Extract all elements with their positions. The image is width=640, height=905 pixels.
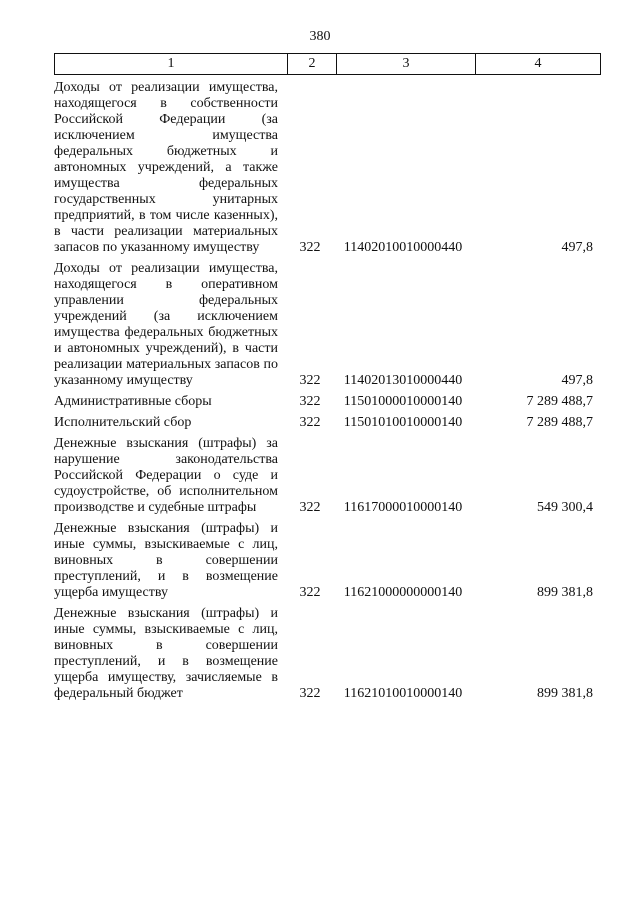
header-col-2: 2 xyxy=(288,54,337,75)
header-col-4: 4 xyxy=(476,54,601,75)
row-name: Административные сборы xyxy=(54,394,212,409)
row-name: Исполнительский сбор xyxy=(54,415,192,430)
row-name: Доходы от реализации имущества, находящегося в оперативном управлении федеральных учреждений (за исключением имущества федеральных бюджетных и автономных учреждений), в части реализации материальных запасов по указанному имуществу xyxy=(54,261,278,388)
header-row xyxy=(55,54,601,75)
row-admin-code: 322 xyxy=(299,500,321,515)
table-row xyxy=(54,415,596,431)
row-amount: 497,8 xyxy=(561,373,593,388)
table-header xyxy=(54,53,601,75)
page-number: 380 xyxy=(309,29,331,44)
table-row xyxy=(54,436,596,516)
row-name: Доходы от реализации имущества, находящегося в собственности Российской Федерации (за исключением имущества федеральных бюджетных и автономных учреждений, а также имущества федеральных государственных унитарных предприятий, в том числе казенных), в части реализации материальных запасов по указанному имуществу xyxy=(54,80,278,255)
row-budget-code: 11501000010000140 xyxy=(343,394,463,409)
row-admin-code: 322 xyxy=(299,415,321,430)
row-amount: 497,8 xyxy=(561,240,593,255)
table-row xyxy=(54,80,596,256)
row-amount: 899 381,8 xyxy=(537,585,593,600)
row-amount: 7 289 488,7 xyxy=(526,415,593,430)
row-name: Денежные взыскания (штрафы) и иные суммы, взыскиваемые с лиц, виновных в совершении преступлений, и в возмещение ущерба имуществу, зачисляемые в федеральный бюджет xyxy=(54,606,278,701)
row-budget-code: 11617000010000140 xyxy=(343,500,463,515)
row-amount: 899 381,8 xyxy=(537,686,593,701)
row-budget-code: 11402013010000440 xyxy=(343,373,463,388)
row-budget-code: 11501010010000140 xyxy=(343,415,463,430)
row-admin-code: 322 xyxy=(299,585,321,600)
row-budget-code: 11621010010000140 xyxy=(343,686,463,701)
row-budget-code: 11621000000000140 xyxy=(343,585,463,600)
row-admin-code: 322 xyxy=(299,240,321,255)
row-amount: 549 300,4 xyxy=(537,500,593,515)
table-row xyxy=(54,606,596,702)
row-name: Денежные взыскания (штрафы) и иные суммы, взыскиваемые с лиц, виновных в совершении преступлений, и в возмещение ущерба имуществу xyxy=(54,521,278,600)
row-amount: 7 289 488,7 xyxy=(526,394,593,409)
table-body xyxy=(54,80,596,702)
table-row xyxy=(54,261,596,389)
row-admin-code: 322 xyxy=(299,373,321,388)
table-row xyxy=(54,521,596,601)
table-row xyxy=(54,394,596,410)
row-admin-code: 322 xyxy=(299,686,321,701)
row-budget-code: 11402010010000440 xyxy=(343,240,463,255)
row-admin-code: 322 xyxy=(299,394,321,409)
header-col-3: 3 xyxy=(337,54,476,75)
row-name: Денежные взыскания (штрафы) за нарушение законодательства Российской Федерации о суде и судоустройстве, об исполнительном производстве и судебные штрафы xyxy=(54,436,278,515)
header-col-1: 1 xyxy=(55,54,288,75)
